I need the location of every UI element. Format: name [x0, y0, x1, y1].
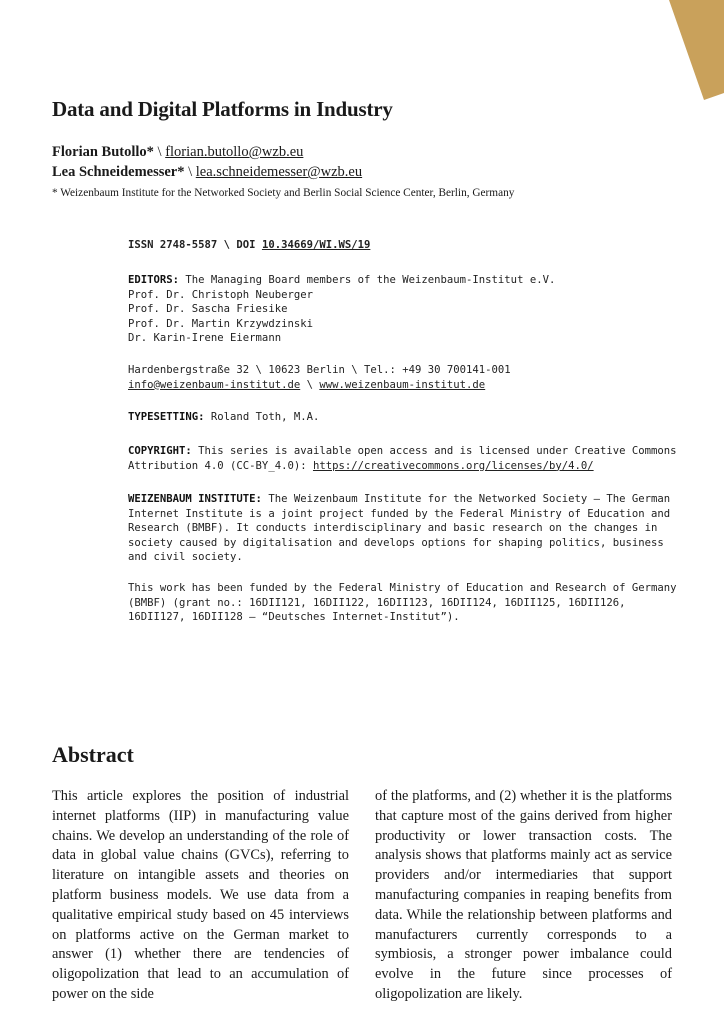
- copyright-text: This series is available open access and is licensed under Creative Commons Attribution 4.0 (CC-BY_4.0):: [128, 445, 677, 472]
- editors-names: Prof. Dr. Christoph Neuberger Prof. Dr. Sascha Friesike Prof. Dr. Martin Krzywdzinski Dr. Karin-Irene Eiermann: [128, 288, 313, 344]
- copyright-label: COPYRIGHT:: [128, 445, 192, 457]
- website-link[interactable]: www.weizenbaum-institut.de: [319, 378, 486, 391]
- issn-doi-line: [128, 238, 688, 253]
- paper-title: Data and Digital Platforms in Industry: [52, 97, 393, 121]
- copyright-block: [128, 444, 688, 473]
- author-email-link[interactable]: florian.butollo@wzb.eu: [165, 144, 304, 160]
- doi-link[interactable]: 10.34669/WI.WS/19: [261, 239, 371, 251]
- author-email-link[interactable]: lea.schneidemesser@wzb.eu: [195, 164, 363, 180]
- separator: \: [300, 378, 320, 391]
- issn-text: ISSN 2748-5587 \ DOI: [128, 239, 262, 251]
- editors-label: EDITORS:: [128, 274, 180, 286]
- abstract-column-left: This article explores the position of industrial internet platforms (IIP) in manufacturing value chains. We develop an understanding of the role of data in global value chains (GVCs), referring to literature on intangible assets and theories on platform business models. We use data from a qualitative empirical study based on 45 interviews on platforms active on the German market to answer (1) whether there are tendencies of oligopolization that lead to an accumulation of power on the side: [52, 788, 349, 1002]
- institute-block: [128, 492, 688, 565]
- funding-statement: This work has been funded by the Federal Ministry of Education and Research of Germany (BMBF) (grant no.: 16DII121, 16DII122, 16DII123, 16DII124, 16DII125, 16DII126, 16DII127, 16DII128 – “Deutsches Internet-Institut”).: [128, 582, 677, 623]
- author-name: Lea Schneidemesser*: [52, 164, 185, 180]
- editors-block: [128, 273, 688, 346]
- separator: \: [153, 144, 166, 160]
- author-line: [52, 164, 362, 181]
- author-line: [52, 144, 303, 161]
- institute-text: The Weizenbaum Institute for the Networked Society – The German Internet Institute is a joint project funded by the Federal Ministry of Education and Research (BMBF). It conducts interdisciplinary and basic research on the changes in society caused by digitalisation and develops options for shaping politics, business and civil society.: [128, 493, 671, 563]
- typesetting-label: TYPESETTING:: [128, 411, 205, 423]
- typesetting-line: [128, 410, 688, 425]
- institute-label: WEIZENBAUM INSTITUTE:: [128, 493, 262, 505]
- author-name: Florian Butollo*: [52, 144, 154, 160]
- affiliation: * Weizenbaum Institute for the Networked Society and Berlin Social Science Center, Berlin, Germany: [52, 187, 515, 199]
- abstract-column-right: of the platforms, and (2) whether it is the platforms that capture most of the gains derived from higher productivity or lower transaction costs. The analysis shows that platforms mainly act as service providers and/or intermediaries that support manufacturing companies in reaping benefits from data. While the relationship between platforms and manufacturers currently corresponds to a symbiosis, a stronger power imbalance could evolve in the future since processes of oligopolization are likely.: [375, 788, 672, 1002]
- typesetting-text: Roland Toth, M.A.: [204, 411, 320, 423]
- address-line: Hardenbergstraße 32 \ 10623 Berlin \ Tel.: +49 30 700141-001: [128, 364, 511, 376]
- email-link[interactable]: info@weizenbaum-institut.de: [128, 378, 301, 391]
- separator: \: [184, 164, 196, 180]
- abstract-heading: Abstract: [52, 742, 134, 767]
- address-block: [128, 363, 688, 392]
- license-link[interactable]: https://creativecommons.org/licenses/by/4.0/: [312, 459, 594, 472]
- editors-intro: The Managing Board members of the Weizenbaum-Institut e.V.: [179, 274, 556, 286]
